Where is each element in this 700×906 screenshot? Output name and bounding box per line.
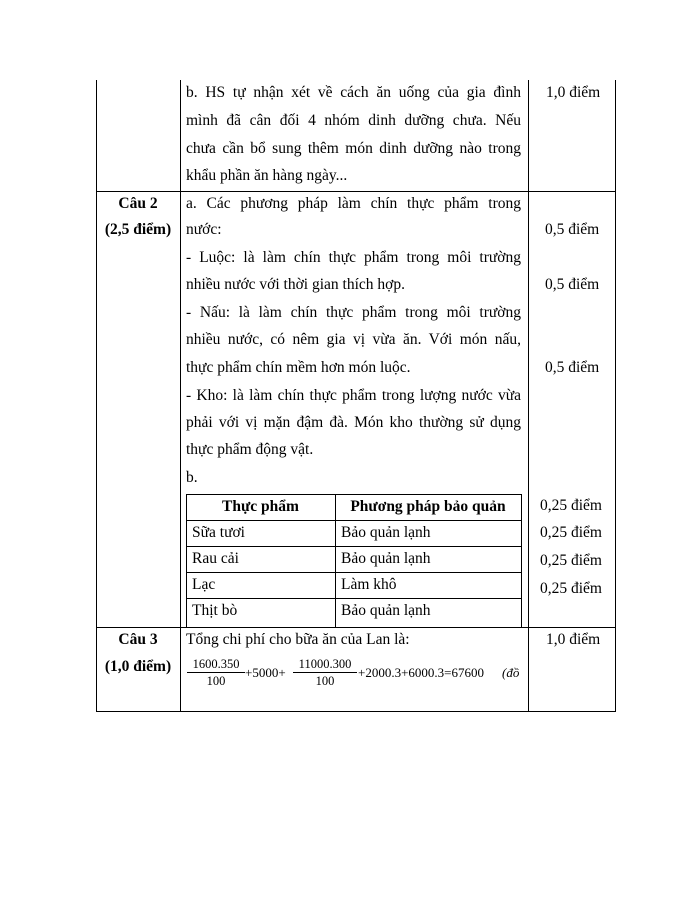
table-cell: Bảo quản lạnh	[341, 524, 431, 541]
inner-border-right	[521, 494, 522, 627]
content-line: nước:	[186, 221, 222, 238]
inner-header-food: Thực phẩm	[222, 498, 299, 515]
formula-tail: (đồ	[502, 665, 520, 680]
fraction-2-bar	[293, 672, 357, 673]
content-line: thực phẩm chín mềm hơn món luộc.	[186, 359, 411, 376]
content-line: khẩu phần ăn hàng ngày...	[186, 167, 348, 184]
row-divider-2	[96, 627, 616, 628]
score: 1,0 điểm	[546, 84, 601, 101]
table-cell: Thịt bò	[192, 602, 238, 619]
score: 1,0 điểm	[546, 631, 601, 648]
inner-header-method: Phương pháp bảo quản	[350, 498, 506, 515]
fraction-1-numerator: 1600.350	[192, 657, 240, 671]
table-cell: Bảo quản lạnh	[341, 550, 431, 567]
table-border-col2	[528, 80, 529, 712]
table-cell: Sữa tươi	[192, 524, 245, 541]
inner-row-line	[186, 572, 522, 573]
table-cell: Lạc	[192, 576, 216, 593]
score: 0,25 điểm	[540, 580, 602, 597]
table-border-right	[615, 80, 616, 712]
content-line: mình đã cân đối 4 nhóm dinh dưỡng chưa. Nếu	[186, 112, 521, 129]
content-line: Tổng chi phí cho bữa ăn của Lan là:	[186, 631, 410, 648]
formula-part: +2000.3+6000.3=67600	[358, 665, 484, 680]
table-cell: Bảo quản lạnh	[341, 602, 431, 619]
content-line: - Luộc: là làm chín thực phẩm trong môi trường	[186, 249, 521, 266]
inner-row-line	[186, 598, 522, 599]
score: 0,5 điểm	[545, 359, 600, 376]
fraction-2-denominator: 100	[315, 674, 335, 688]
question-label: Câu 2	[118, 195, 158, 212]
table-border-left	[96, 80, 97, 712]
score: 0,5 điểm	[545, 221, 600, 238]
score: 0,25 điểm	[540, 497, 602, 514]
content-line: - Nấu: là làm chín thực phẩm trong môi trường	[186, 304, 521, 321]
fraction-2-numerator: 11000.300	[298, 657, 352, 671]
score: 0,25 điểm	[540, 524, 602, 541]
content-line: - Kho: là làm chín thực phẩm trong lượng nước vừa	[186, 387, 521, 404]
content-line: b. HS tự nhận xét về cách ăn uống của gia đình	[186, 84, 521, 101]
inner-row-line	[186, 520, 522, 521]
formula-part: +5000+	[245, 665, 286, 680]
content-line: nhiều nước, có nêm gia vị vừa ăn. Với món nấu,	[186, 331, 521, 348]
score: 0,25 điểm	[540, 552, 602, 569]
row-divider-1	[96, 191, 616, 192]
content-line: a. Các phương pháp làm chín thực phẩm trong	[186, 195, 521, 212]
inner-border-top	[186, 494, 522, 495]
fraction-2	[293, 657, 357, 688]
content-line: chưa cần bổ sung thêm món dinh dưỡng nào trong	[186, 140, 521, 157]
table-cell: Làm khô	[341, 576, 397, 593]
question-points: (1,0 điểm)	[104, 658, 172, 675]
score: 0,5 điểm	[545, 276, 600, 293]
question-label: Câu 3	[118, 631, 158, 648]
fraction-1-denominator: 100	[206, 674, 226, 688]
question-points: (2,5 điểm)	[104, 221, 172, 238]
table-border-bottom	[96, 711, 616, 712]
inner-row-line	[186, 546, 522, 547]
fraction-1-bar	[187, 672, 245, 673]
table-cell: Rau cải	[192, 550, 239, 567]
content-line: b.	[186, 469, 198, 486]
table-border-col1	[180, 80, 181, 712]
content-line: nhiều nước với thời gian thích hợp.	[186, 276, 405, 293]
fraction-1	[187, 657, 245, 688]
content-line: phải với vị mặn đậm đà. Món kho thường sử dụng	[186, 414, 521, 431]
content-line: thực phẩm động vật.	[186, 441, 314, 458]
